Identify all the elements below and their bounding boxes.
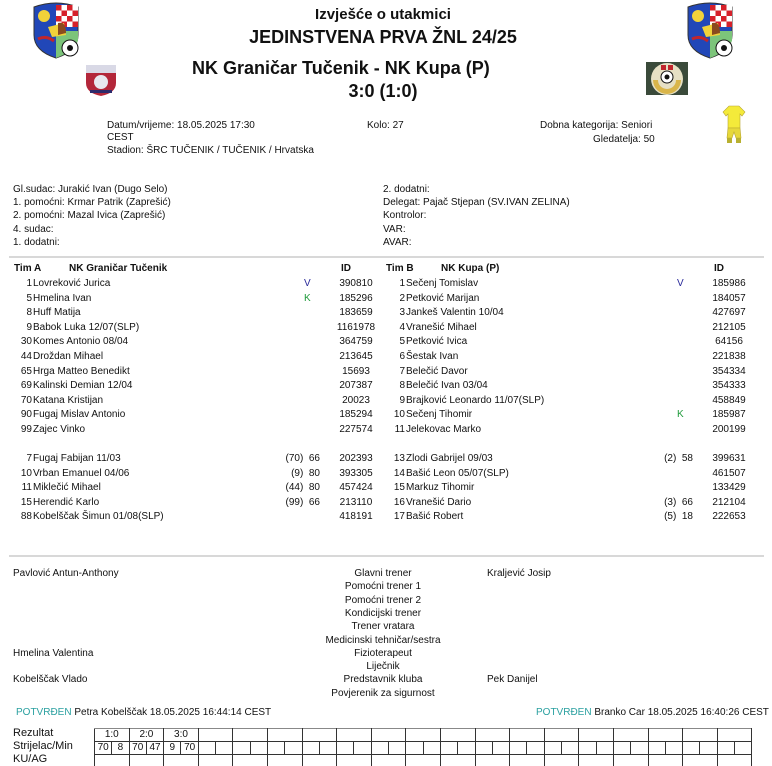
scorer-minute-cell (423, 742, 440, 755)
player-row (383, 306, 753, 321)
player-number: 8 (26, 307, 32, 319)
result-cell (579, 729, 614, 742)
result-cell (406, 729, 441, 742)
player-row (10, 365, 380, 380)
player-id: 354333 (712, 380, 746, 392)
player-id: 64156 (715, 336, 743, 348)
ku-ag-cell (406, 755, 441, 766)
player-number: 11 (394, 424, 405, 435)
player-row (383, 408, 753, 423)
scorer-minute-cell (337, 742, 354, 755)
match-teams (192, 58, 490, 79)
row-label-result: Rezultat (13, 727, 54, 739)
player-number: 88 (20, 511, 32, 523)
scorer-minute-cell (492, 742, 509, 755)
team-separator: - (368, 58, 385, 78)
substitution-minutes: (5) 18 (664, 511, 693, 523)
official-right-item: VAR: (383, 223, 406, 235)
result-cell (683, 729, 718, 742)
official-right-item: Delegat: Pajač Stjepan (SV.IVAN ZELINA) (383, 197, 570, 209)
scorer-minute-cell: 70 (129, 742, 146, 755)
result-cell (544, 729, 579, 742)
report-title: Izvješće o utakmici (315, 6, 451, 23)
player-number: 11 (21, 482, 32, 494)
result-cell (717, 729, 752, 742)
scorer-minute-cell (475, 742, 492, 755)
official-right-item: 2. dodatni: (383, 184, 430, 195)
substitute-row (10, 467, 380, 482)
player-id: 213645 (339, 351, 373, 362)
attendance: Gledatelja: 50 (593, 134, 655, 145)
player-id: 183659 (339, 307, 373, 319)
player-name: Šestak Ivan (406, 351, 459, 362)
staff-role: Glavni trener (354, 568, 412, 579)
team-a-label: Tim A (14, 263, 42, 274)
player-number: 99 (20, 424, 32, 435)
player-id: 20023 (342, 394, 370, 406)
section-divider (9, 555, 764, 557)
substitute-row (10, 481, 380, 496)
player-id: 221838 (712, 351, 746, 362)
player-row (383, 335, 753, 350)
scorer-minute-cell (648, 742, 665, 755)
player-row (383, 321, 753, 336)
substitute-row (383, 496, 753, 511)
player-name: Fugaj Fabijan 11/03 (33, 453, 121, 464)
team-b-id-header: ID (714, 263, 724, 274)
scorer-minute-cell (216, 742, 233, 755)
ku-ag-cell (648, 755, 683, 766)
substitute-row (10, 510, 380, 525)
scorer-minute-cell (458, 742, 475, 755)
staff-role: Trener vratara (351, 621, 415, 633)
result-cell (613, 729, 648, 742)
player-id: 458849 (712, 394, 746, 406)
player-number: 15 (393, 482, 405, 494)
player-number: 10 (393, 409, 405, 421)
player-row (10, 379, 380, 394)
player-number: 8 (399, 380, 405, 392)
home-confirmation-text: Petra Kobelščak 18.05.2025 16:44:14 CEST (71, 707, 272, 718)
ku-ag-cell (717, 755, 752, 766)
player-id: 184057 (712, 292, 746, 304)
scorer-minute-cell (734, 742, 751, 755)
home-confirmation (16, 707, 271, 718)
scorer-minute-cell (631, 742, 648, 755)
player-id: 185986 (712, 278, 746, 289)
ku-ag-cell (475, 755, 510, 766)
yellow-kit-icon (722, 104, 746, 144)
scorer-minute-cell (544, 742, 561, 755)
substitute-row (383, 452, 753, 467)
player-number: 69 (20, 380, 32, 392)
player-number: 7 (399, 365, 405, 377)
scorer-minute-cell (406, 742, 423, 755)
player-row (10, 321, 380, 336)
player-name: Vrban Emanuel 04/06 (33, 467, 130, 479)
scorer-minute-cell (510, 742, 527, 755)
ku-ag-cell (302, 755, 337, 766)
ku-ag-cell (129, 755, 164, 766)
player-number: 13 (393, 453, 405, 464)
captain-mark: K (677, 409, 684, 421)
player-number: 10 (20, 467, 32, 479)
player-number: 9 (26, 321, 32, 333)
scorer-minute-cell (527, 742, 544, 755)
scorer-minute-cell (579, 742, 596, 755)
player-number: 14 (393, 467, 405, 479)
scorer-minute-cell: 47 (146, 742, 163, 755)
result-cell (267, 729, 302, 742)
scorer-minute-cell: 70 (181, 742, 198, 755)
player-name: Belečić Ivan 03/04 (406, 380, 488, 392)
player-name: Petković Ivica (406, 336, 468, 348)
player-name: Sečenj Tomislav (406, 278, 479, 289)
substitute-row (383, 467, 753, 482)
match-result: 3:0 (1:0) (348, 81, 418, 101)
result-cell (648, 729, 683, 742)
result-cell (371, 729, 406, 742)
player-number: 15 (20, 496, 32, 508)
result-cell (510, 729, 545, 742)
player-row (10, 306, 380, 321)
ku-ag-cell (198, 755, 233, 766)
player-number: 65 (20, 365, 32, 377)
substitution-minutes: (44) 80 (285, 482, 320, 494)
away-staff-name: Kraljević Josip (487, 568, 551, 579)
player-id: 399631 (712, 453, 746, 464)
player-row (383, 350, 753, 365)
player-name: Markuz Tihomir (406, 482, 475, 494)
result-cell (198, 729, 233, 742)
player-name: Katana Kristijan (33, 394, 104, 406)
player-id: 212105 (712, 321, 746, 333)
player-id: 364759 (339, 336, 373, 348)
official-left-item: Gl.sudac: Jurakić Ivan (Dugo Selo) (13, 184, 168, 195)
ku-ag-cell (267, 755, 302, 766)
player-name: Vranešić Dario (406, 496, 472, 508)
player-name: Belečić Davor (406, 365, 468, 377)
player-number: 30 (20, 336, 32, 348)
ku-ag-cell (544, 755, 579, 766)
player-id: 393305 (339, 467, 373, 479)
player-id: 212104 (712, 496, 746, 508)
scorer-minute-cell (389, 742, 406, 755)
player-row (10, 423, 380, 438)
player-name: Brajković Leonardo 11/07(SLP) (406, 394, 545, 406)
player-number: 3 (399, 307, 405, 319)
team-a-id-header: ID (341, 263, 351, 274)
substitute-row (10, 452, 380, 467)
result-cell (440, 729, 475, 742)
player-row (10, 408, 380, 423)
player-name: Jankeš Valentin 10/04 (406, 307, 504, 319)
player-number: 2 (399, 292, 405, 304)
official-left-item: 1. pomoćni: Krmar Patrik (Zaprešić) (13, 197, 171, 209)
away-team-name: NK Kupa (P) (384, 58, 490, 78)
substitute-row (10, 496, 380, 511)
ku-ag-cell (337, 755, 372, 766)
player-name: Bašić Leon 05/07(SLP) (406, 467, 509, 479)
player-id: 133429 (712, 482, 746, 494)
scorer-minute-cell: 8 (112, 742, 129, 755)
goalkeeper-mark: V (304, 278, 311, 289)
result-cell: 1:0 (95, 729, 130, 742)
player-row (383, 379, 753, 394)
player-name: Sečenj Tihomir (406, 409, 473, 421)
result-cell: 3:0 (164, 729, 199, 742)
staff-role: Povjerenik za sigurnost (331, 687, 435, 699)
scorer-minute-cell: 9 (164, 742, 181, 755)
away-confirmation-text: Branko Car 18.05.2025 16:40:26 CEST (591, 707, 769, 718)
player-id: 185296 (339, 292, 373, 304)
substitute-row (383, 510, 753, 525)
player-number: 44 (20, 351, 32, 362)
row-label-ku-ag: KU/AG (13, 753, 48, 765)
ku-ag-cell (579, 755, 614, 766)
home-staff-name: Hmelina Valentina (13, 647, 94, 659)
player-id: 457424 (339, 482, 373, 494)
player-number: 1 (26, 278, 32, 289)
player-number: 16 (393, 496, 405, 508)
captain-mark: K (304, 292, 311, 304)
age-category: Dobna kategorija: Seniori (540, 120, 653, 131)
staff-role: Pomoćni trener 2 (344, 594, 422, 606)
goalkeeper-mark: V (677, 278, 684, 289)
official-left-item: 1. dodatni: (13, 236, 60, 248)
score-table (94, 728, 752, 766)
player-number: 70 (20, 394, 32, 406)
scorer-minute-cell (665, 742, 682, 755)
official-left-item: 4. sudac: (13, 223, 54, 235)
scorer-minute-cell (267, 742, 284, 755)
player-name: Droždan Mihael (33, 351, 104, 362)
player-id: 200199 (712, 424, 746, 435)
staff-role: Liječnik (366, 661, 400, 673)
player-row (383, 423, 753, 438)
ku-ag-cell (613, 755, 648, 766)
home-team-name: NK Graničar Tučenik (192, 58, 369, 78)
player-name: Huff Matija (33, 307, 81, 319)
player-id: 222653 (712, 511, 746, 523)
scorer-minute-cell (613, 742, 630, 755)
match-stadium: Stadion: ŠRC TUČENIK / TUČENIK / Hrvatska (107, 145, 314, 156)
scorer-minute-cell (233, 742, 250, 755)
player-number: 17 (393, 511, 405, 523)
scorer-minute-cell (700, 742, 717, 755)
player-number: 4 (399, 321, 405, 333)
match-datetime: Datum/vrijeme: 18.05.2025 17:30 (107, 120, 255, 131)
home-confirmation-status: POTVRĐEN (16, 707, 72, 718)
player-row (383, 394, 753, 409)
player-id: 227574 (339, 424, 373, 435)
player-id: 185987 (712, 409, 746, 421)
result-cell (337, 729, 372, 742)
player-id: 185294 (339, 409, 373, 421)
substitution-minutes: (2) 58 (664, 453, 693, 464)
ku-ag-cell (440, 755, 475, 766)
player-id: 15693 (342, 365, 370, 377)
scorer-minute-cell (354, 742, 371, 755)
player-id: 418191 (339, 511, 373, 523)
player-name: Hmelina Ivan (33, 292, 92, 304)
scorer-minute-cell: 70 (95, 742, 112, 755)
team-b-name: NK Kupa (P) (441, 263, 500, 274)
player-name: Petković Marijan (406, 292, 480, 304)
player-number: 7 (26, 453, 32, 464)
scorer-minute-cell (596, 742, 613, 755)
substitute-row (383, 481, 753, 496)
official-right-item: Kontrolor: (383, 210, 427, 222)
scorer-minute-cell (198, 742, 215, 755)
player-number: 90 (20, 409, 32, 421)
player-name: Babok Luka 12/07(SLP) (33, 321, 140, 333)
player-row (383, 277, 753, 292)
player-id: 1161978 (336, 321, 376, 333)
scorer-minute-cell (717, 742, 734, 755)
player-row (10, 350, 380, 365)
away-staff-name: Pek Danijel (487, 674, 538, 686)
player-id: 427697 (712, 307, 746, 319)
player-name: Herendić Karlo (33, 496, 100, 508)
away-confirmation-status: POTVRĐEN (536, 707, 592, 718)
player-number: 5 (399, 336, 405, 348)
home-staff-name: Kobelščak Vlado (13, 674, 88, 686)
scorer-minute-cell (285, 742, 302, 755)
player-name: Vranešić Mihael (406, 321, 477, 333)
ku-ag-cell (233, 755, 268, 766)
player-name: Hrga Matteo Benedikt (33, 365, 130, 377)
player-name: Kobelščak Šimun 01/08(SLP) (33, 511, 164, 523)
player-name: Zajec Vinko (33, 424, 86, 435)
scorer-minute-cell (319, 742, 336, 755)
scorer-minute-cell (302, 742, 319, 755)
player-row (383, 365, 753, 380)
row-label-scorer: Strijelac/Min (13, 740, 73, 752)
ku-ag-cell (371, 755, 406, 766)
player-number: 5 (26, 292, 32, 304)
staff-role: Predstavnik kluba (343, 674, 423, 686)
player-id: 354334 (712, 365, 746, 377)
player-id: 461507 (712, 467, 746, 479)
result-cell (233, 729, 268, 742)
player-name: Bašić Robert (406, 511, 464, 523)
staff-role: Kondicijski trener (344, 607, 422, 619)
team-a-name: NK Graničar Tučenik (69, 263, 168, 274)
player-id: 207387 (339, 380, 373, 392)
scorer-minute-cell (562, 742, 579, 755)
ku-ag-cell (683, 755, 718, 766)
scorer-minute-cell (371, 742, 388, 755)
staff-role: Medicinski tehničar/sestra (325, 634, 441, 646)
player-row (10, 335, 380, 350)
official-left-item: 2. pomoćni: Mazal Ivica (Zaprešić) (13, 210, 166, 222)
player-name: Komes Antonio 08/04 (33, 336, 129, 348)
scorer-minute-cell (440, 742, 457, 755)
team-b-label: Tim B (386, 263, 414, 274)
player-row (10, 292, 380, 307)
substitution-minutes: (9) 80 (291, 467, 320, 479)
player-name: Miklečić Mihael (33, 482, 101, 494)
result-cell (475, 729, 510, 742)
home-staff-name: Pavlović Antun-Anthony (13, 568, 119, 579)
match-timezone: CEST (107, 132, 134, 143)
substitution-minutes: (70) 66 (285, 453, 320, 464)
player-row (383, 292, 753, 307)
match-round: Kolo: 27 (367, 120, 404, 131)
official-right-item: AVAR: (383, 236, 412, 248)
staff-role: Pomoćni trener 1 (344, 581, 422, 593)
player-row (10, 394, 380, 409)
player-name: Fugaj Mislav Antonio (33, 409, 126, 421)
player-number: 9 (399, 394, 405, 406)
player-id: 390810 (339, 278, 373, 289)
scorer-minute-cell (683, 742, 700, 755)
player-name: Kalinski Demian 12/04 (33, 380, 133, 392)
player-id: 202393 (339, 453, 373, 464)
ku-ag-cell (510, 755, 545, 766)
result-cell (302, 729, 337, 742)
scorer-minute-cell (250, 742, 267, 755)
player-number: 6 (399, 351, 405, 362)
staff-role: Fizioterapeut (354, 647, 412, 659)
player-id: 213110 (339, 496, 373, 508)
player-name: Jelekovac Marko (406, 424, 482, 435)
ku-ag-cell (95, 755, 130, 766)
competition-name: JEDINSTVENA PRVA ŽNL 24/25 (249, 27, 517, 47)
substitution-minutes: (99) 66 (285, 496, 320, 508)
player-name: Zlodi Gabrijel 09/03 (406, 453, 493, 464)
substitution-minutes: (3) 66 (664, 496, 693, 508)
player-name: Lovreković Jurica (33, 278, 111, 289)
player-row (10, 277, 380, 292)
section-divider (9, 256, 764, 258)
player-number: 1 (399, 278, 405, 289)
ku-ag-cell (164, 755, 199, 766)
result-cell: 2:0 (129, 729, 164, 742)
away-confirmation (536, 707, 769, 718)
